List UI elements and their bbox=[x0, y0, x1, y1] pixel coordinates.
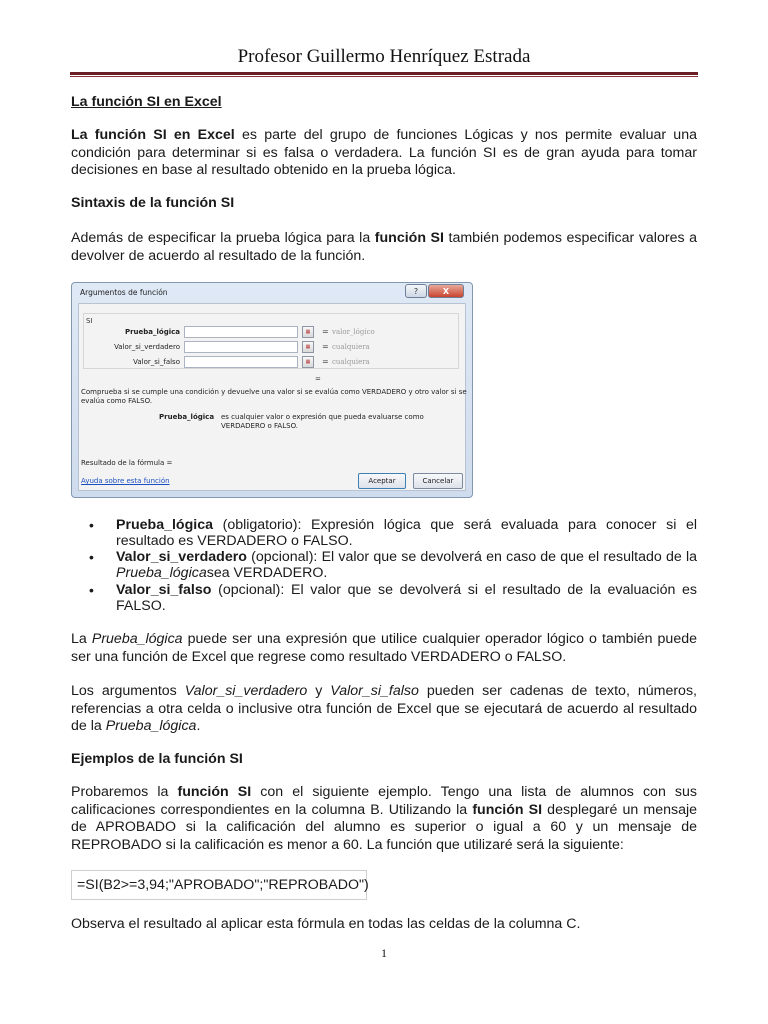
header-rule-thin bbox=[70, 76, 698, 77]
section-heading-funcion-si: La función SI en Excel bbox=[71, 94, 222, 110]
collapse-dialog-icon[interactable]: ▦ bbox=[302, 341, 314, 353]
arg-label: Valor_si_falso bbox=[133, 358, 180, 366]
arg-label: Valor_si_verdadero bbox=[114, 343, 180, 351]
help-link[interactable]: Ayuda sobre esta función bbox=[81, 477, 170, 485]
group-label: SI bbox=[86, 317, 93, 325]
arg-row-valor-si-verdadero bbox=[84, 340, 470, 354]
function-description: Comprueba si se cumple una condición y devuelve una valor si se evalúa como VERDADERO y otro valor si se evalúa como FALSO. bbox=[81, 388, 467, 405]
function-arguments-dialog bbox=[71, 282, 473, 498]
syntax-paragraph: Además de especificar la prueba lógica para la función SI también podemos especificar valores a devolver de acuerdo al resultado de la función. bbox=[71, 230, 697, 264]
bullet-dot: • bbox=[89, 582, 94, 598]
equals-sign: = bbox=[322, 327, 329, 336]
formula-box: =SI(B2>=3,94;"APROBADO";"REPROBADO") bbox=[71, 870, 367, 900]
page-header: Profesor Guillermo Henríquez Estrada bbox=[237, 46, 531, 67]
equals-sign: = bbox=[322, 357, 329, 366]
collapse-dialog-icon[interactable]: ▦ bbox=[302, 356, 314, 368]
arg-label: Prueba_lógica bbox=[124, 328, 180, 336]
param-description: es cualquier valor o expresión que pueda evaluarse como VERDADERO o FALSO. bbox=[221, 413, 424, 430]
bullet-dot: • bbox=[89, 549, 94, 565]
cancel-button[interactable]: Cancelar bbox=[413, 473, 463, 489]
dialog-body bbox=[78, 303, 466, 491]
document-page: Profesor Guillermo Henríquez Estrada La función SI en Excel La función SI en Excel es parte del grupo de funciones Lógicas y nos permite evaluar una condición para determinar si es falsa o verdadera. La función SI es de gran ayuda para tomar decisiones en base al resultado obtenido en la prueba lógica. Sintaxis de la función SI Además de especificar la prueba lógica para la función SI también podemos especificar valores a devolver de acuerdo al resultado de la función. Argumentos de función ? X SI Prueba_lógica ▦ = valor_lógico Valor_si_verdadero ▦ = cualquiera Valor_si_falso ▦ = cualquiera = Comprueba si se cumple una condición y devuelve una valor si se evalúa como VERDADERO y otro valor si se evalúa como FALSO. Prueba_lógica es cualquier valor o expresión que pueda evaluarse como VERDADERO o FALSO. Resultado de la fórmula = Ayuda sobre esta función Aceptar Cancelar • Prueba_lógica (obligatorio): Expresión lógica que será evaluada para conocer si el resultado es VERDADERO o FALSO. • Valor_si_verdadero (opcional): El valor que se devolverá en caso de que el resultado de la Prueba_lógicasea VERDADERO. • Valor_si_falso (opcional): El valor que se devolverá si el resultado de la evaluación es FALSO. La Prueba_lógica puede ser una expresión que utilice cualquier operador lógico o también puede ser una función de Excel que regrese como resultado VERDADERO o FALSO. Los argumentos Valor_si_verdadero y Valor_si_falso pueden ser cadenas de texto, números, referencias a otra celda o inclusive otra función de Excel que se ejecutará de acuerdo al resultado de la Prueba_lógica. Ejemplos de la función SI Probaremos la función SI con el siguiente ejemplo. Tengo una lista de alumnos con sus calificaciones correspondientes en la columna B. Utilizando la función SI desplegaré un mensaje de APROBADO si la calificación del alumno es superior o igual a 60 y un mensaje de REPROBADO si la calificación es menor a 60. La función que utilizaré será la siguiente: =SI(B2>=3,94;"APROBADO";"REPROBADO") Observa el resultado al aplicar esta fórmula en todas las celdas de la columna C. 1 bbox=[0, 0, 768, 1024]
arg-row-valor-si-falso bbox=[84, 355, 470, 369]
arguments-paragraph: Los argumentos Valor_si_verdadero y Valor_si_falso pueden ser cadenas de texto, números, referencias a otra celda o inclusive otra función de Excel que se ejecutará de acuerdo al resultado de la Prueba_lógica. bbox=[71, 683, 697, 734]
arguments-group bbox=[83, 313, 459, 369]
prueba-logica-paragraph: La Prueba_lógica puede ser una expresión que utilice cualquier operador lógico o también puede ser una función de Excel que regrese como resultado VERDADERO o FALSO. bbox=[71, 631, 697, 665]
arg-value-hint: valor_lógico bbox=[332, 328, 375, 336]
closing-paragraph: Observa el resultado al aplicar esta fórmula en todas las celdas de la columna C. bbox=[71, 916, 581, 932]
param-name: Prueba_lógica bbox=[159, 413, 215, 421]
page-number: 1 bbox=[381, 946, 387, 960]
bullet-dot: • bbox=[89, 517, 94, 533]
collapse-dialog-icon[interactable]: ▦ bbox=[302, 326, 314, 338]
formula-result: Resultado de la fórmula = bbox=[81, 459, 173, 467]
intro-paragraph: La función SI en Excel es parte del grupo de funciones Lógicas y nos permite evaluar una condición para determinar si es falsa o verdadera. La función SI es de gran ayuda para tomar decisiones en base al resultado obtenido en la prueba lógica. bbox=[71, 127, 697, 178]
prueba-logica-input[interactable] bbox=[184, 326, 298, 338]
dialog-title: Argumentos de función bbox=[80, 288, 168, 297]
arg-value-hint: cualquiera bbox=[332, 358, 370, 366]
close-button[interactable]: X bbox=[428, 284, 464, 298]
example-paragraph: Probaremos la función SI con el siguiente ejemplo. Tengo una lista de alumnos con sus calificaciones correspondientes en la columna B. Utilizando la función SI desplegaré un mensaje de APROBADO si la calificación del alumno es superior o igual a 60 y un mensaje de REPROBADO si la calificación es menor a 60. La función que utilizaré será la siguiente: bbox=[71, 784, 698, 853]
ok-button[interactable]: Aceptar bbox=[358, 473, 406, 489]
section-heading-ejemplos: Ejemplos de la función SI bbox=[71, 751, 243, 767]
section-heading-sintaxis: Sintaxis de la función SI bbox=[71, 195, 235, 211]
valor-si-verdadero-input[interactable] bbox=[184, 341, 298, 353]
valor-si-falso-input[interactable] bbox=[184, 356, 298, 368]
help-button[interactable]: ? bbox=[405, 284, 427, 298]
header-rule bbox=[70, 72, 698, 75]
arg-row-prueba-logica bbox=[84, 325, 470, 339]
result-equals: = bbox=[315, 375, 321, 383]
equals-sign: = bbox=[322, 342, 329, 351]
arg-value-hint: cualquiera bbox=[332, 343, 370, 351]
